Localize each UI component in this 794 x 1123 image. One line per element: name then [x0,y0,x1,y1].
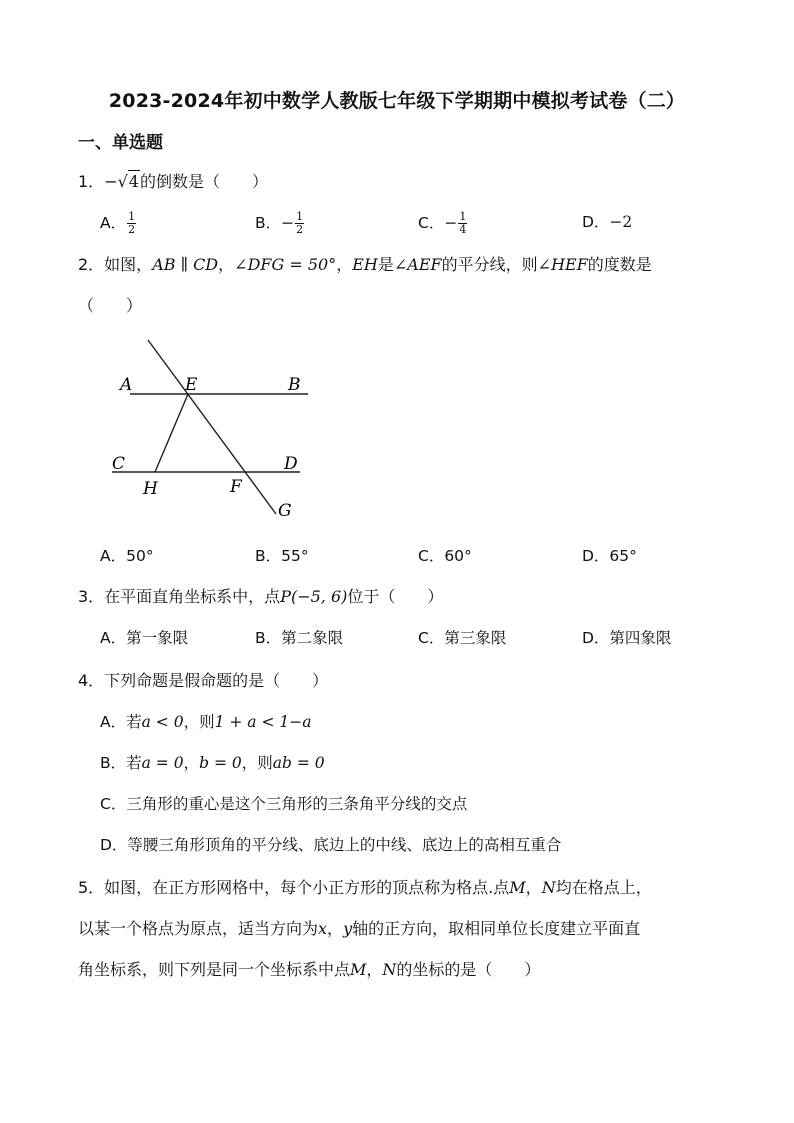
q1-option-c[interactable]: C．− $\frac{1}{4}$ [418,210,467,236]
q4-option-b[interactable]: B．若a = 0，b = 0，则ab = 0 [100,754,325,772]
transversal-efg [148,340,276,514]
q4-option-d[interactable]: D．等腰三角形顶角的平分线、底边上的中线、底边上的高相互重合 [100,836,562,854]
label-h: H [143,479,158,499]
question-5-line-2: 以某一个格点为原点，适当方向为x，y轴的正方向，取相同单位长度建立平面直 [78,919,641,938]
q3-option-b[interactable]: B．第二象限 [255,629,344,647]
q2-option-d[interactable]: D．65° [582,547,637,565]
radicand: 4 [128,172,139,191]
parallel-lines-figure [108,336,328,526]
section-heading: 一、单选题 [78,133,163,153]
exam-title: 2023-2024年初中数学人教版七年级下学期期中模拟考试卷（二） [108,90,686,112]
q2-option-b[interactable]: B．55° [255,547,309,565]
question-4-stem: 4．下列命题是假命题的是（ ） [78,671,329,690]
question-1-stem: 1．−√4的倒数是（ ） [78,172,268,191]
label-c: C [112,454,126,474]
q1-option-b[interactable]: B．− $\frac{1}{2}$ [255,210,304,236]
q1-option-d[interactable]: D．−2 [582,213,633,231]
label-g: G [278,501,292,521]
label-f: F [230,477,242,497]
fraction: $\frac{1}{4}$ [459,210,467,236]
q3-option-d[interactable]: D．第四象限 [582,629,672,647]
q4-option-c[interactable]: C．三角形的重心是这个三角形的三条角平分线的交点 [100,795,468,813]
q2-option-a[interactable]: A．50° [100,547,154,565]
q1-option-a[interactable]: A． $\frac{1}{2}$ [100,210,136,236]
q3-option-c[interactable]: C．第三象限 [418,629,507,647]
question-5-line-1: 5．如图，在正方形网格中，每个小正方形的顶点称为格点.点M，N均在格点上， [78,878,652,897]
label-b: B [288,375,301,395]
label-a: A [120,375,133,395]
label-d: D [284,454,298,474]
fraction: $\frac{1}{2}$ [128,210,136,236]
segment-eh [155,394,188,472]
question-3-stem: 3．在平面直角坐标系中，点P(−5, 6)位于（ ） [78,587,444,606]
sqrt-symbol: √ [117,172,128,191]
question-5-line-3: 角坐标系，则下列是同一个坐标系中点M，N的坐标的是（ ） [78,960,541,979]
fraction: $\frac{1}{2}$ [296,210,304,236]
question-2-paren: （ ） [78,296,143,315]
label-e: E [185,375,198,395]
q2-option-c[interactable]: C．60° [418,547,472,565]
q3-option-a[interactable]: A．第一象限 [100,629,189,647]
q4-option-a[interactable]: A．若a < 0，则1 + a < 1−a [100,713,312,731]
question-2-stem: 2．如图，AB ∥ CD，∠DFG = 50°，EH是∠AEF的平分线，则∠HEF的度数是 [78,255,652,274]
